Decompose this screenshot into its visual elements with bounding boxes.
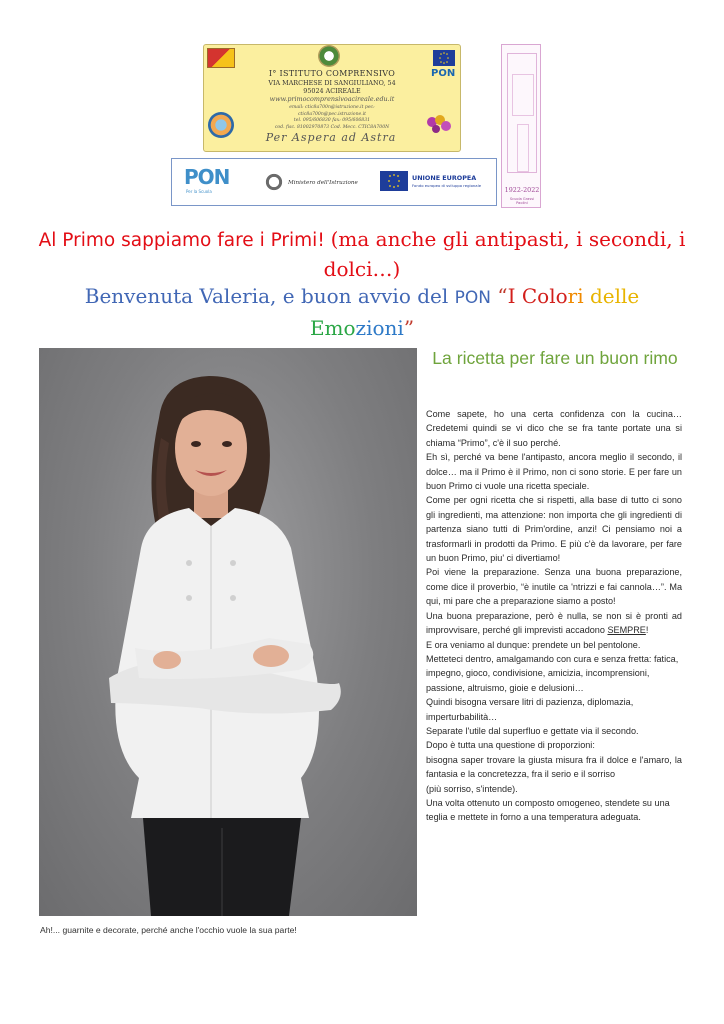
headline-part-2: (ma anche gli antipasti, i secondi, i dolci…) — [323, 227, 686, 281]
open-quote: “ — [490, 284, 508, 308]
school-seal-icon — [208, 112, 234, 138]
anniversary-badge — [501, 44, 541, 208]
photo-caption: Ah!... guarnite e decorate, perché anche l'occhio vuole la sua parte! — [40, 925, 297, 935]
close-quote: ” — [403, 316, 415, 340]
school-name: I° ISTITUTO COMPRENSIVO — [268, 69, 396, 78]
article-paragraph: Come per ogni ricetta che si rispetti, alla base di tutto ci sono gli ingredienti, ma attenzione: non importa che gli ingredienti di partenza siano tutti di Prim'ordine, anzi! Ci pensiamo noi a trasformarli in prodotti da Primo. E più c'è da lavorare, per fare un buon Primo, piu' ci divertiamo! — [426, 495, 682, 564]
school-motto: Per Aspera ad Astra — [265, 131, 397, 144]
article-emphasis: SEMPRE — [607, 625, 646, 636]
pon-badge: PON — [431, 68, 456, 79]
school-contact-1: email: ctic8a700n@istruzione.it pec: ctic8a700n@pec.istruzione.it — [289, 104, 375, 117]
eu-title: UNIONE EUROPEA — [412, 174, 477, 182]
project-title-word: de — [589, 284, 615, 308]
article-paragraph — [426, 609, 682, 638]
chef-illustration — [39, 348, 417, 916]
school-contact-3: cod. fisc. 81002970873 Cod. Mecc. CTIC8A700N — [274, 125, 390, 131]
school-contact-2: tel. 095/606830 fax: 095/606831 — [293, 118, 371, 124]
article-body — [426, 407, 682, 825]
school-contacts — [264, 95, 400, 132]
building-icon — [507, 53, 537, 173]
anniversary-school-name: Scuola Grassi Paolini — [509, 197, 535, 205]
article-paragraph: Quindi bisogna versare litri di pazienza, diplomazia, imperturbabilità… — [426, 697, 634, 722]
school-info — [204, 69, 460, 95]
chef-photo — [39, 348, 417, 916]
ministry-label: Ministero dell'Istruzione — [288, 180, 358, 186]
article-paragraph: Una volta ottenuto un composto omogeneo, stendete su una teglia e mettete in forno a una temperatura adeguata. — [426, 797, 670, 823]
project-title-word: Emo — [309, 316, 356, 340]
article-paragraph: Come sapete, ho una certa confidenza con la cucina… Credetemi quindi se vi dico che se fra tante portate una si chiama “Primo”, c'è il suo perché. — [426, 409, 682, 448]
article-text: ! — [645, 625, 649, 636]
project-title-word: i — [577, 284, 590, 308]
pon-funding-banner — [171, 158, 497, 206]
eu-flag-icon — [380, 171, 408, 191]
school-city: 95024 ACIREALE — [303, 87, 361, 95]
article-title: La ricetta per fare un buon rimo — [432, 348, 678, 368]
article-paragraph: Poi viene la preparazione. Senza una buona preparazione, come dice il proverbio, “è inutile ca 'ntrizzi e fai cannola…”. Ma qui, mi pare che a preparazione siamo a posto! — [426, 567, 682, 607]
school-address: VIA MARCHESE DI SANGIULIANO, 54 — [268, 79, 396, 87]
project-title-word: r — [567, 284, 578, 308]
sicily-flag-icon — [207, 48, 235, 68]
article-paragraph: (più sorriso, s'intende). — [426, 783, 518, 794]
school-website: www.primocomprensivoacireale.edu.it — [269, 95, 395, 103]
headline — [0, 225, 724, 283]
article-paragraph: bisogna saper trovare la giusta misura fra il dolce e l'amaro, la fantasia e la concretezza, fra il serio e il sorriso — [426, 754, 682, 780]
flower-logo-icon — [424, 112, 454, 138]
article-paragraph: Eh sì, perché va bene l'antipasto, ancora meglio il secondo, il dolce… ma il Primo è il Primo, non ci sono storie. E per fare un buon Primo ci vuole una ricetta speciale. — [426, 452, 682, 492]
article-paragraph: Separate l'utile dal superfluo e gettate via il secondo. — [426, 725, 639, 736]
project-title-word: lle — [614, 284, 640, 308]
subheadline — [10, 281, 714, 343]
project-title-word: I — [507, 284, 522, 308]
pon-word: PON — [454, 288, 491, 308]
article-paragraph: E ora veniamo al dunque: prendete un bel pentolone. — [426, 639, 641, 650]
pon-tagline: Per la Scuola — [186, 189, 212, 194]
project-title-word: Colo — [521, 284, 568, 308]
anniversary-years: 1922-2022 — [504, 186, 540, 194]
italian-republic-emblem-icon — [318, 45, 340, 67]
article-paragraph: Metteteci dentro, amalgamando con cura e senza fretta: fatica, impegno, gioco, condivisione, amicizia, incomprensioni, passione, altruismo, gioie e delusioni… — [426, 653, 679, 693]
pon-logo: PON — [184, 165, 230, 189]
eu-flag-icon — [433, 50, 455, 66]
eu-subtitle: Fondo europeo di sviluppo regionale — [412, 183, 482, 188]
welcome-text: Benvenuta Valeria, e buon avvio del — [84, 284, 455, 308]
project-title-word: zio — [355, 316, 385, 340]
article-paragraph: Dopo è tutta una questione di proporzioni: — [426, 740, 595, 751]
republic-emblem-icon — [262, 169, 286, 195]
article-text: Una buona preparazione, però è nulla, se non si è pronti ad improvvisare, perché gli imprevisti accadono — [426, 610, 682, 636]
project-title-word: ni — [384, 316, 404, 340]
headline-part-1: Al Primo sappiamo fare i Primi! — [38, 230, 331, 251]
